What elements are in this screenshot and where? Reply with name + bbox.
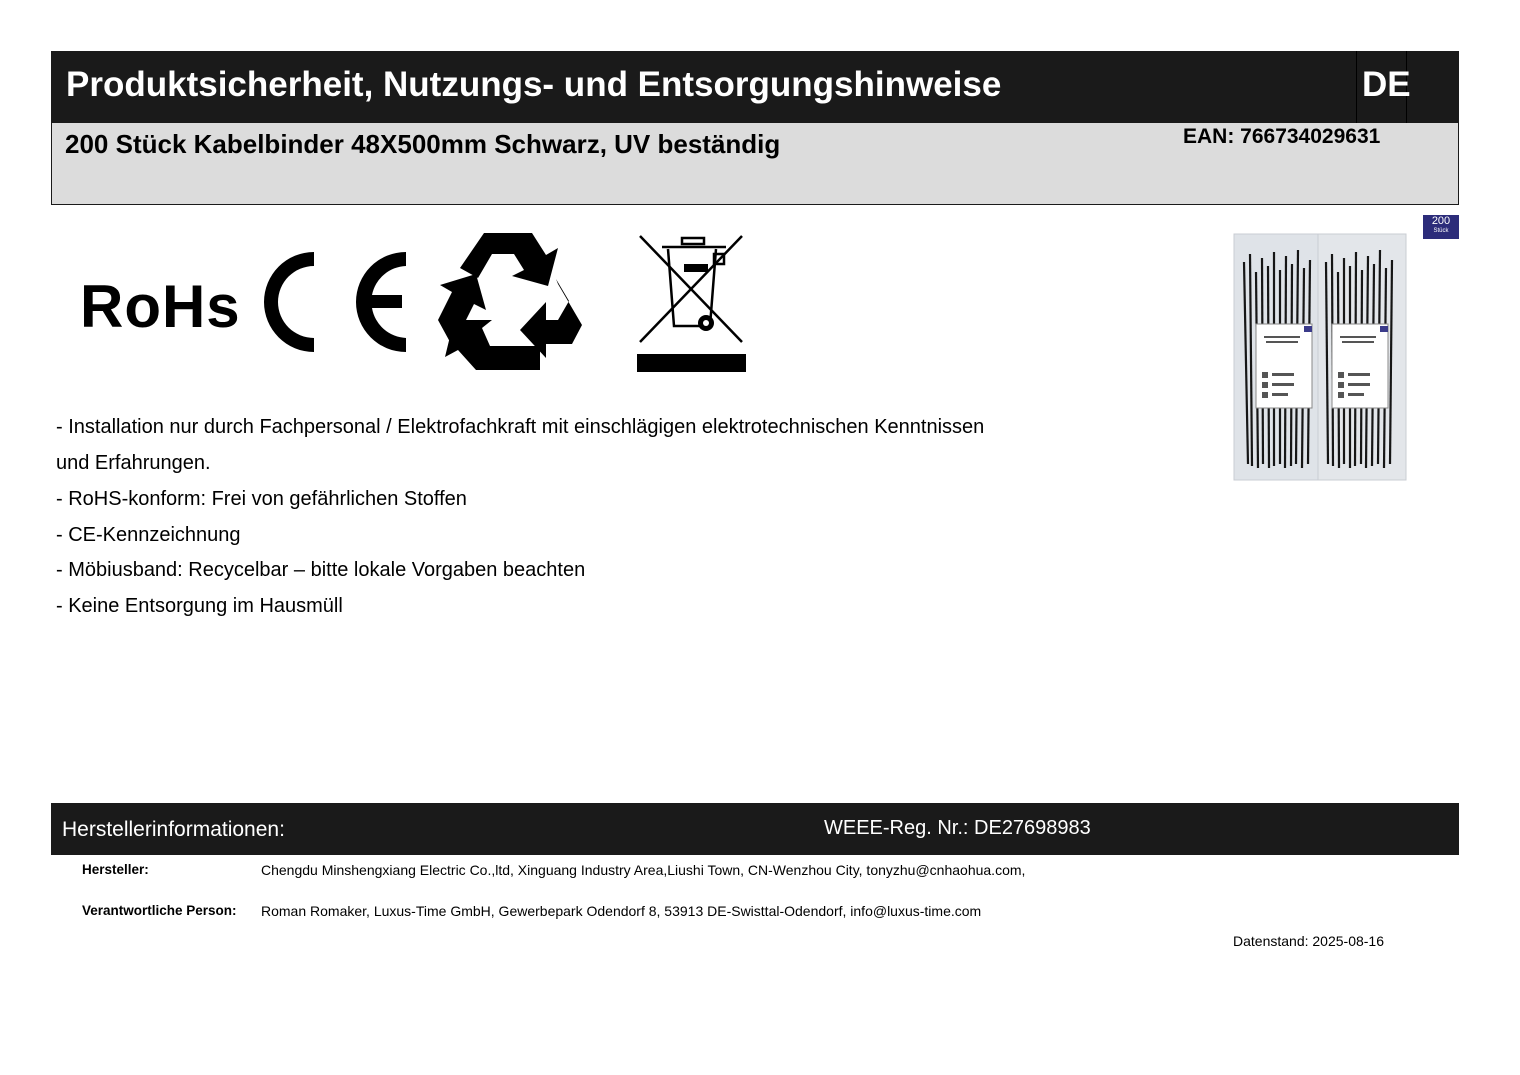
hersteller-label: Hersteller: [82, 862, 149, 877]
ce-mark-icon [256, 250, 408, 354]
ean-code: EAN: 766734029631 [1183, 125, 1381, 148]
info-line-experience: und Erfahrungen. [56, 452, 211, 474]
manufacturer-bar [51, 803, 1459, 855]
info-line-recycling: - Möbiusband: Recycelbar – bitte lokale Vorgaben beachten [56, 559, 586, 581]
rohs-logo: RoHs [80, 273, 241, 340]
weee-registration: WEEE-Reg. Nr.: DE27698983 [824, 817, 1091, 839]
manufacturer-section-title: Herstellerinformationen: [62, 818, 285, 841]
language-code: DE [1362, 65, 1411, 104]
quantity-badge [1423, 215, 1459, 239]
quantity-unit: Stück [1433, 228, 1449, 234]
info-line-rohs: - RoHS-konform: Frei von gefährlichen Stoffen [56, 488, 467, 510]
data-status-date: Datenstand: 2025-08-16 [1233, 933, 1384, 949]
weee-crossed-bin-icon [634, 230, 750, 375]
product-name: 200 Stück Kabelbinder 48X500mm Schwarz, UV beständig [65, 129, 781, 159]
title-bar [51, 51, 1459, 123]
verantwortliche-person-value: Roman Romaker, Luxus-Time GmbH, Gewerbepark Odendorf 8, 53913 DE-Swisttal-Odendorf, info@luxus-time.com [261, 903, 982, 919]
info-line-disposal: - Keine Entsorgung im Hausmüll [56, 595, 343, 617]
info-line-ce: - CE-Kennzeichnung [56, 524, 241, 546]
product-bar [51, 123, 1459, 205]
page-title: Produktsicherheit, Nutzungs- und Entsorgungshinweise [66, 65, 1002, 104]
hersteller-value: Chengdu Minshengxiang Electric Co.,ltd, Xinguang Industry Area,Liushi Town, CN-Wenzhou City, tonyzhu@cnhaohua.com, [261, 862, 1026, 878]
product-photo [1228, 232, 1412, 482]
verantwortliche-person-label: Verantwortliche Person: [82, 903, 237, 918]
info-line-installation: - Installation nur durch Fachpersonal / Elektrofachkraft mit einschlägigen elektrotechnischen Kenntnissen [56, 416, 985, 438]
recycling-icon [436, 230, 588, 374]
quantity-number: 200 [1431, 215, 1451, 227]
